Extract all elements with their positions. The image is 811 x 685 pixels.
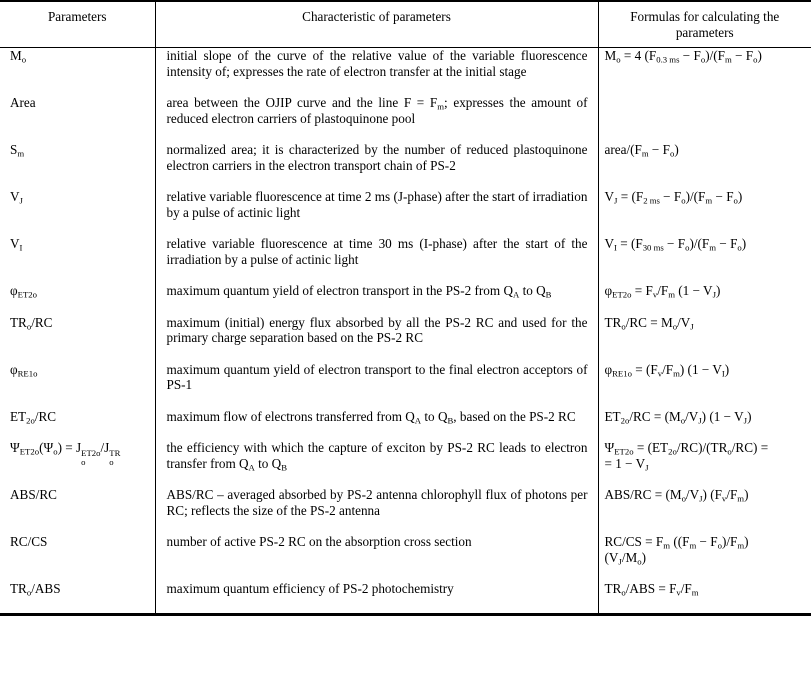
- formula-cell: $ET_{2o}/RC = (M_o/V_J) (1 - V_J)$: [604, 408, 752, 426]
- table-row: [0, 48, 811, 96]
- table-row: [0, 95, 811, 142]
- parameter-cell: $ET_{2o}/RC$: [0, 409, 155, 441]
- characteristic-cell: maximum flow of electrons transferred from $Q_A$ to $Q_B$, based on the PS-2 RC: [155, 409, 598, 441]
- formula-cell: area/$(F_m - F_o)$: [604, 142, 679, 159]
- table-row: [0, 534, 811, 581]
- formula-cell: $RC/CS = F_m$ $((F_m - F_o)/F_m)$ $(V_J/M_o)$: [604, 534, 749, 567]
- parameter-cell: $\Psi_{ET2o}(\Psi_o) = J$ ET2o o /J TR o: [0, 440, 155, 487]
- table-row: [0, 142, 811, 189]
- column-header-parameters: Parameters: [0, 1, 155, 48]
- formula-cell: $TR_o$/ABS = $F_v/F_m$: [604, 581, 699, 598]
- parameter-cell: $M_o$: [0, 48, 155, 96]
- parameter-cell: $V_I$: [0, 236, 155, 283]
- parameter-cell: $\varphi_{ET2o}$: [0, 283, 155, 315]
- characteristic-cell: relative variable fluorescence at time 2 ms (J-phase) after the start of irradiation by a pulse of actinic light: [155, 189, 598, 236]
- column-header-formulas: Formulas for calculating the parameters: [630, 9, 780, 40]
- table-row: [0, 236, 811, 283]
- characteristic-cell: the efficiency with which the capture of exciton by PS-2 RC leads to electron transfer from $Q_A$ to $Q_B$: [155, 440, 598, 487]
- characteristic-cell: ABS/RC – averaged absorbed by PS-2 antenna chlorophyll flux of photons per RC; reflects the size of the PS-2 antenna: [155, 487, 598, 534]
- formula-cell: $\varphi_{ET2o} = F_v/F_m$ $(1 - V_J)$: [604, 283, 721, 300]
- parameter-cell: $TR_o$/ABS: [0, 581, 155, 614]
- parameter-cell: Area: [0, 95, 155, 142]
- column-header-characteristic: Characteristic of parameters: [155, 1, 598, 48]
- table-body: [0, 48, 811, 615]
- table-row: [0, 362, 811, 409]
- formula-cell: $V_I = (F_{30 ms} - F_o)/(F_m - F_o)$: [604, 236, 747, 253]
- characteristic-cell: maximum quantum yield of electron transport to the final electron acceptors of PS-1: [155, 362, 598, 409]
- characteristic-cell: normalized area; it is characterized by the number of reduced plastoquinone electron carriers in the electron transport chain of PS-2: [155, 142, 598, 189]
- table-row: [0, 189, 811, 236]
- table-row: [0, 487, 811, 534]
- characteristic-cell: area between the OJIP curve and the line $F = F_m$; expresses the amount of reduced electron carriers of plastoquinone pool: [155, 95, 598, 142]
- table-row: [0, 581, 811, 614]
- characteristic-cell: relative variable fluorescence at time 30 ms (I-phase) after the start of the irradiation by a pulse of actinic light: [155, 236, 598, 283]
- parameter-cell: $V_J$: [0, 189, 155, 236]
- parameter-cell: RC/CS: [0, 534, 155, 581]
- table-row: [0, 409, 811, 441]
- formula-cell: $\varphi_{RE1o} = (F_v/F_m) (1 - V_I)$: [604, 361, 730, 379]
- characteristic-cell: maximum (initial) energy flux absorbed by all the PS-2 RC and used for the primary charge separation based on the PS-2 RC: [155, 315, 598, 362]
- characteristic-cell: initial slope of the curve of the relative value of the variable fluorescence intensity of; expresses the rate of electron transfer at the initial stage: [155, 48, 598, 96]
- table-row: [0, 440, 811, 487]
- table-header: [0, 1, 811, 48]
- formula-cell: $V_J = (F_{2 ms} - F_o)/(F_m - F_o)$: [604, 189, 743, 206]
- parameter-cell: $TR_o/RC$: [0, 315, 155, 362]
- table-row: [0, 315, 811, 362]
- table-row: [0, 283, 811, 315]
- formula-cell: [598, 95, 811, 142]
- formula-cell: $M_o = 4$ $(F_{0.3 ms} - F_o)/(F_m - F_o)$: [604, 48, 762, 65]
- characteristic-cell: maximum quantum yield of electron transport in the PS-2 from $Q_A$ to $Q_B$: [155, 283, 598, 315]
- formula-cell: $TR_o/RC = M_o/V_J$: [604, 314, 694, 332]
- characteristic-cell: number of active PS-2 RC on the absorption cross section: [155, 534, 598, 581]
- formula-cell: $\Psi_{ET2o} = (ET_{2o}/RC)/(TR_o/RC)$ = = $1 - V_J$: [604, 440, 769, 473]
- parameter-cell: $\varphi_{RE1o}$: [0, 362, 155, 409]
- header-row: [0, 1, 811, 48]
- characteristic-cell: maximum quantum efficiency of PS-2 photochemistry: [155, 581, 598, 614]
- parameter-cell: $S_m$: [0, 142, 155, 189]
- formula-cell: $ABS/RC = (M_o/V_J)$ $(F_v/F_m)$: [604, 487, 749, 504]
- parameter-cell: ABS/RC: [0, 487, 155, 534]
